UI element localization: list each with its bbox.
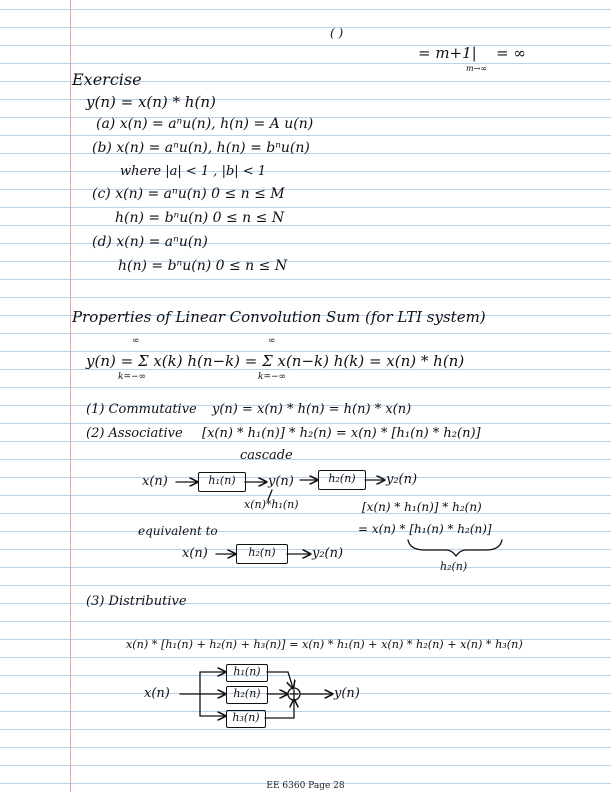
properties-title: Properties of Linear Convolution Sum (for LTI system) [72, 308, 486, 326]
sum2-upper-limit: ∞ [268, 336, 276, 346]
associative-rewrite-1: [x(n) * h₁(n)] * h₂(n) [362, 500, 482, 514]
associative-label: (2) Associative [86, 426, 183, 441]
parallel-h1-to-sum [267, 672, 293, 688]
exercise-c-line1: (c) x(n) = aⁿu(n) 0 ≤ n ≤ M [92, 186, 285, 202]
limit-expression: = m+1| [418, 44, 477, 62]
limit-subscript: m→∞ [466, 64, 487, 73]
associative-eq: [x(n) * h₁(n)] * h₂(n) = x(n) * [h₁(n) * h₂(n)] [202, 426, 481, 441]
top-fragment: ( ) [330, 26, 344, 40]
equivalent-input: x(n) [182, 546, 208, 561]
exercise-a: (a) x(n) = aⁿu(n), h(n) = A u(n) [96, 116, 314, 132]
cascade-note-tick [268, 490, 272, 500]
parallel-h1-block: h₁(n) [226, 664, 268, 682]
equivalent-h-block: h₂(n) [236, 544, 288, 564]
parallel-h3-to-sum [265, 700, 294, 718]
sum1-upper-limit: ∞ [132, 336, 140, 346]
exercise-main-eq: y(n) = x(n) * h(n) [86, 93, 216, 111]
distributive-eq: x(n) * [h₁(n) + h₂(n) + h₃(n)] = x(n) * h₁(n) + x(n) * h₂(n) + x(n) * h₃(n) [126, 638, 523, 651]
exercise-b-condition: where |a| < 1 , |b| < 1 [120, 164, 267, 179]
page-footer: EE 6360 Page 28 [266, 781, 345, 791]
equivalent-label: equivalent to [138, 524, 218, 538]
cascade-intermediate: y(n) [268, 474, 294, 489]
exercise-b: (b) x(n) = aⁿu(n), h(n) = bⁿu(n) [92, 140, 310, 156]
associative-brace-label: h₂(n) [440, 560, 468, 573]
cascade-output: y₂(n) [386, 472, 418, 487]
distributive-label: (3) Distributive [86, 594, 187, 609]
exercise-d-line1: (d) x(n) = aⁿu(n) [92, 234, 208, 250]
cascade-label: cascade [240, 448, 293, 463]
associative-brace [408, 540, 502, 556]
commutative-eq: y(n) = x(n) * h(n) = h(n) * x(n) [212, 402, 412, 417]
cascade-h1-block: h₁(n) [198, 472, 246, 492]
parallel-input: x(n) [144, 686, 170, 701]
commutative-label: (1) Commutative [86, 402, 197, 417]
sum1-lower-limit: k=−∞ [118, 372, 147, 382]
parallel-h2-block: h₂(n) [226, 686, 268, 704]
exercise-c-line2: h(n) = bⁿu(n) 0 ≤ n ≤ N [115, 210, 285, 226]
exercise-d-line2: h(n) = bⁿu(n) 0 ≤ n ≤ N [118, 258, 288, 274]
associative-rewrite-2: = x(n) * [h₁(n) * h₂(n)] [358, 522, 492, 536]
limit-result: = ∞ [496, 44, 526, 62]
equivalent-output: y₂(n) [312, 546, 344, 561]
parallel-h3-block: h₃(n) [226, 710, 266, 728]
convolution-sum-eq: y(n) = Σ x(k) h(n−k) = Σ x(n−k) h(k) = x(n) * h(n) [86, 352, 465, 370]
sum2-lower-limit: k=−∞ [258, 372, 287, 382]
exercise-heading: Exercise [72, 70, 142, 89]
cascade-input: x(n) [142, 474, 168, 489]
parallel-output: y(n) [334, 686, 360, 701]
cascade-intermediate-note: x(n)*h₁(n) [244, 498, 299, 511]
cascade-h2-block: h₂(n) [318, 470, 366, 490]
